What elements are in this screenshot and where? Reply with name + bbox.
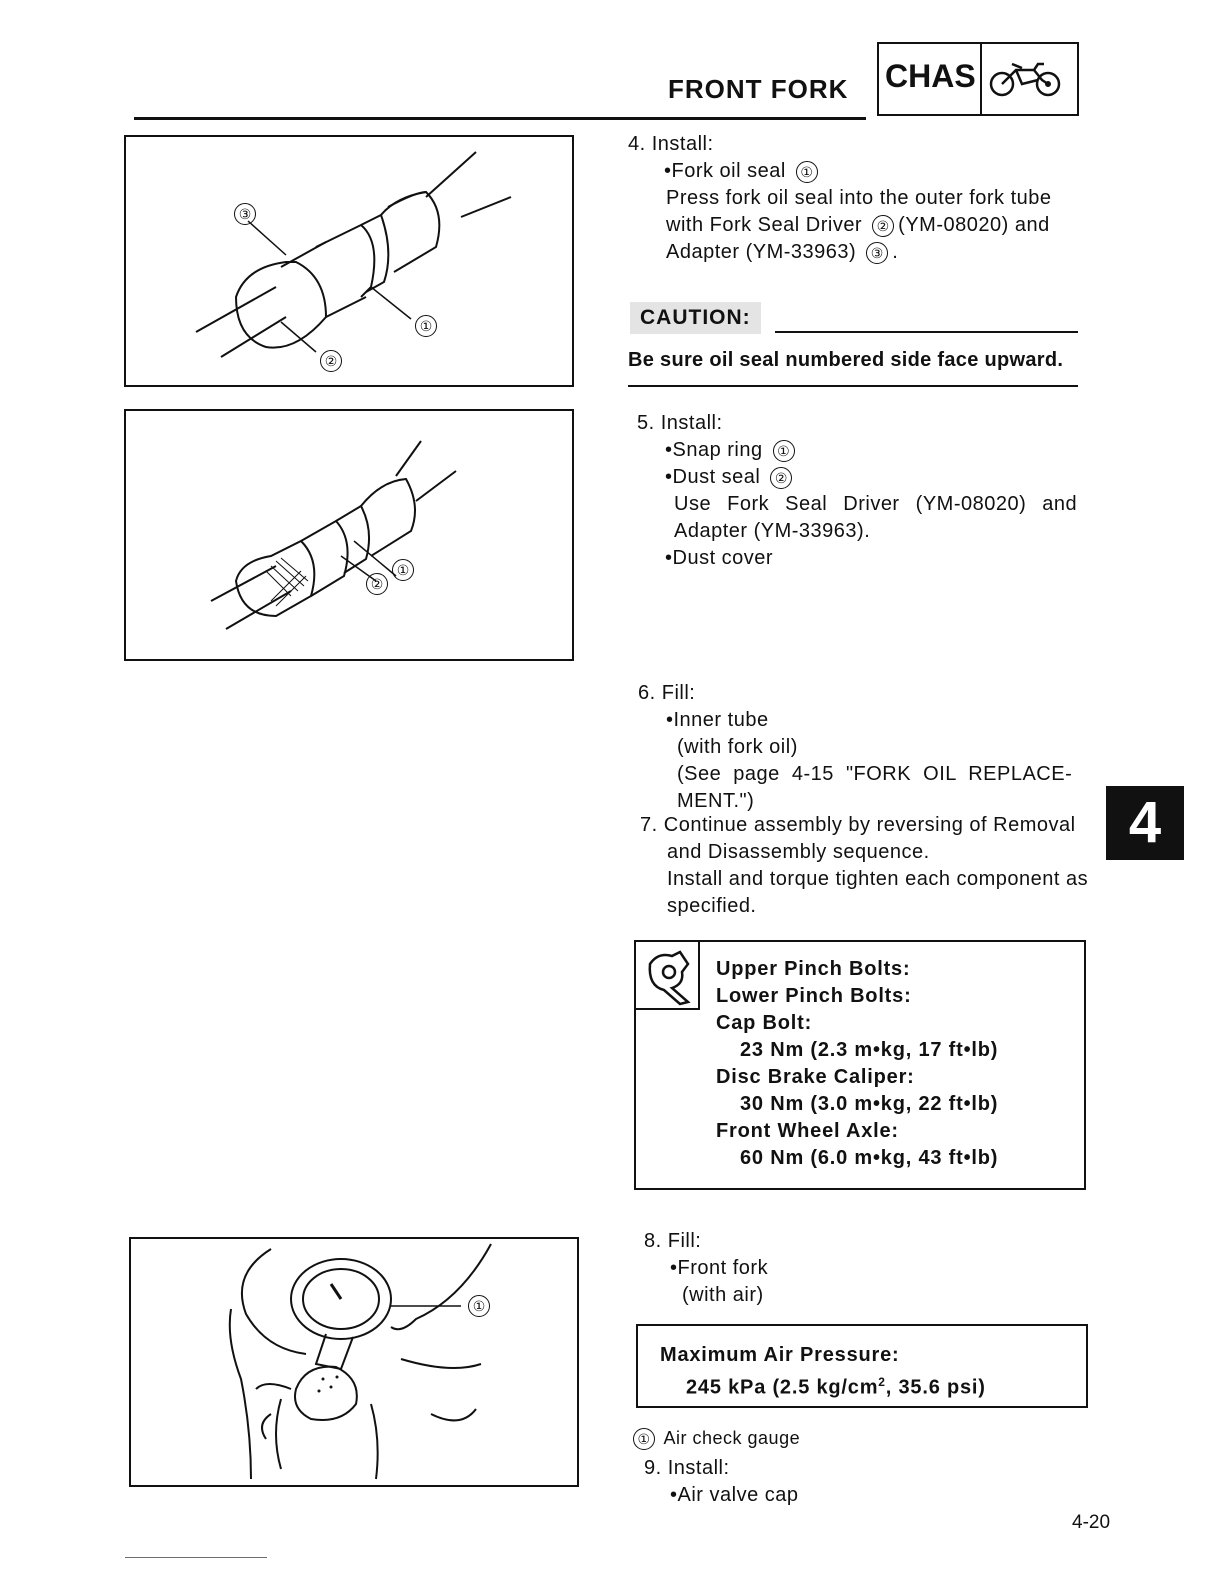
step-7-line-1: Continue assembly by reversing of Removal: [663, 814, 1076, 836]
callout-1: ①: [388, 559, 418, 581]
step-heading: Fill:: [661, 682, 696, 704]
step-6-line-2: (See page 4-15 "FORK OIL REPLACE-: [677, 763, 1073, 785]
caution-rule-top: [775, 331, 1078, 333]
callout-2: ②: [316, 350, 346, 372]
step-4-line-2b: (YM-08020) and: [898, 214, 1050, 236]
step-4: [628, 131, 1088, 266]
torque-wrench-icon: [636, 942, 700, 1010]
step-4-line-2a: with Fork Seal Driver: [666, 214, 863, 236]
step-number: 4.: [628, 133, 646, 155]
step-4-line-1: Press fork oil seal into the outer fork tube: [666, 187, 1052, 209]
ref-2: ②: [872, 215, 894, 237]
bullet-dust-cover: •Dust cover: [665, 547, 774, 569]
step-4-line-3b: .: [892, 241, 899, 263]
step-6: [638, 680, 1088, 815]
bullet-fork-oil-seal: •Fork oil seal: [664, 160, 786, 182]
chas-label: CHAS: [879, 44, 982, 114]
step-number: 8.: [644, 1230, 662, 1252]
step-7-line-3: Install and torque tighten each component as: [667, 868, 1089, 890]
motorcycle-icon: [982, 44, 1068, 114]
ref-1: ①: [773, 440, 795, 462]
torque-value-cap-bolt: 23 Nm (2.3 m•kg, 17 ft•lb): [740, 1039, 999, 1061]
step-number: 9.: [644, 1457, 662, 1479]
section-title: FRONT FORK: [668, 74, 849, 104]
footer-rule: [125, 1557, 267, 1558]
air-pressure-value: 245 kPa (2.5 $kg/cm^2$, 35.6 psi): [686, 1375, 986, 1399]
ref-3: ③: [866, 242, 888, 264]
figure-legend: [633, 1425, 800, 1452]
torque-label-cap-bolt: Cap Bolt:: [716, 1012, 813, 1034]
ref-1: ①: [796, 161, 818, 183]
torque-value-axle: 60 Nm (6.0 m•kg, 43 ft•lb): [740, 1147, 999, 1169]
caution-text: Be sure oil seal numbered side face upward.: [628, 349, 1064, 371]
step-heading: Install:: [651, 133, 714, 155]
step-7-line-4: specified.: [667, 895, 757, 917]
torque-label-upper-pinch: Upper Pinch Bolts:: [716, 958, 911, 980]
step-number: 7.: [640, 814, 658, 836]
legend-text: Air check gauge: [663, 1428, 801, 1448]
step-5-line-2: Adapter (YM-33963).: [674, 520, 871, 542]
step-number: 5.: [637, 412, 655, 434]
step-4-line-3a: Adapter (YM-33963): [666, 241, 857, 263]
chapter-tab: 4: [1106, 786, 1184, 860]
air-pressure-spec: [660, 1342, 1080, 1402]
step-7-line-2: and Disassembly sequence.: [667, 841, 930, 863]
torque-label-caliper: Disc Brake Caliper:: [716, 1066, 915, 1088]
bullet-dust-seal: •Dust seal: [665, 466, 761, 488]
caution-rule-bottom: [628, 385, 1078, 387]
page-number: 4-20: [1072, 1512, 1111, 1533]
step-9: [644, 1455, 1084, 1509]
step-8-line-1: (with air): [682, 1284, 764, 1306]
bullet-snap-ring: •Snap ring: [665, 439, 763, 461]
torque-spec-list: [716, 956, 1076, 1172]
callout-1: ①: [411, 315, 441, 337]
air-pressure-label: Maximum Air Pressure:: [660, 1344, 900, 1366]
torque-label-lower-pinch: Lower Pinch Bolts:: [716, 985, 912, 1007]
figure-fork-oil-seal: [124, 135, 574, 387]
ref-2: ②: [770, 467, 792, 489]
legend-ref: ①: [633, 1428, 655, 1450]
bullet-front-fork: •Front fork: [670, 1257, 769, 1279]
air-pressure-box: [636, 1324, 1088, 1408]
step-5-line-1: Use Fork Seal Driver (YM-08020) and: [674, 493, 1078, 515]
bullet-air-valve-cap: •Air valve cap: [670, 1484, 799, 1506]
callout-1: ①: [464, 1295, 494, 1317]
callout-2: ②: [362, 573, 392, 595]
step-5: [637, 410, 1087, 572]
torque-spec-box: [634, 940, 1086, 1190]
step-7: [640, 812, 1090, 920]
torque-label-axle: Front Wheel Axle:: [716, 1120, 899, 1142]
step-heading: Install:: [660, 412, 723, 434]
bullet-inner-tube: •Inner tube: [666, 709, 769, 731]
callout-3: ③: [230, 203, 260, 225]
step-heading: Fill:: [667, 1230, 702, 1252]
step-heading: Install:: [667, 1457, 730, 1479]
caution-label: CAUTION:: [630, 302, 761, 334]
step-6-line-1: (with fork oil): [677, 736, 798, 758]
figure-air-check-gauge: [129, 1237, 579, 1487]
step-number: 6.: [638, 682, 656, 704]
header-rule: [134, 117, 866, 120]
chas-badge: [877, 42, 1079, 116]
figure-snap-ring-dust-seal: [124, 409, 574, 661]
step-6-line-3: MENT."): [677, 790, 755, 812]
step-8: [644, 1228, 1084, 1309]
torque-value-caliper: 30 Nm (3.0 m•kg, 22 ft•lb): [740, 1093, 999, 1115]
